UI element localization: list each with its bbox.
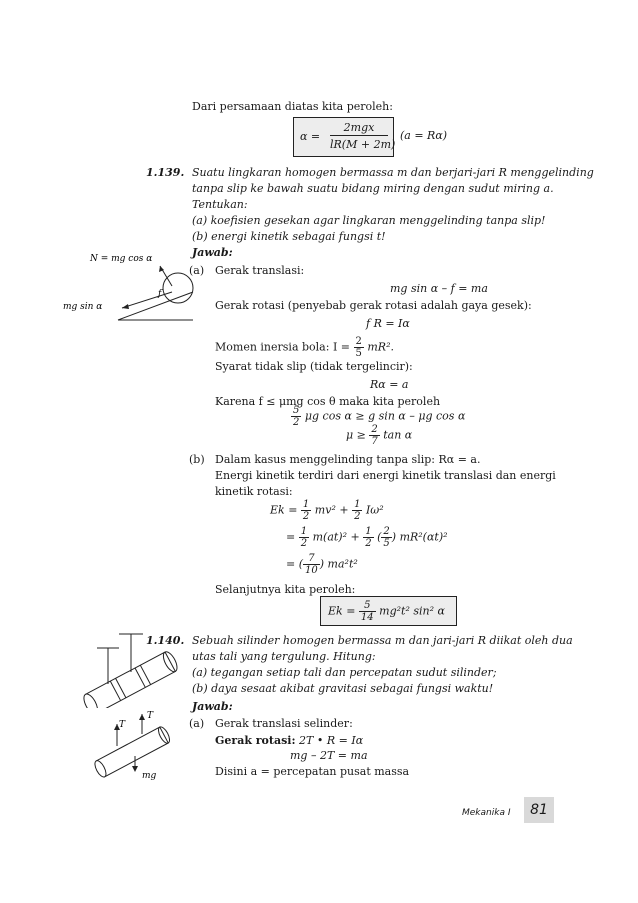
problem-139-jawab: Jawab: <box>192 246 233 259</box>
translation-title: Gerak translasi: <box>215 264 305 277</box>
final-lhs: Ek = <box>328 604 356 618</box>
final-frac-den: 14 <box>360 612 374 623</box>
ek1-frac2-den: 2 <box>354 511 361 522</box>
problem-140-item-b: (b) daya sesaat akibat gravitasi sebagai fungsi waktu! <box>192 682 494 695</box>
p140-part-a-label: (a) <box>189 717 205 730</box>
ineq1-rest: μg cos α ≥ g sin α – μg cos α <box>304 409 466 423</box>
problem-140-line1: Sebuah silinder homogen bermassa m dan jari-jari R diikat oleh dua <box>192 634 573 647</box>
ek2-term2: mR²(αt)² <box>399 530 448 544</box>
ek3-frac-num: 7 <box>303 553 320 565</box>
ek2-frac1-den: 2 <box>300 538 308 549</box>
problem-140-item-a: (a) tegangan setiap tali dan percepatan sudut silinder; <box>192 666 497 679</box>
alpha-denominator: lR(M + 2m) <box>330 138 396 151</box>
final-energy-box <box>320 596 457 626</box>
ek1-term2: Iω² <box>365 503 384 517</box>
tension-label-2: T <box>147 711 154 721</box>
alpha-equation-box <box>293 117 394 157</box>
problem-139-item-b: (b) energi kinetik sebagai fungsi t! <box>192 230 386 243</box>
problem-139-line3: Tentukan: <box>192 198 248 211</box>
final-energy-equation <box>328 600 445 623</box>
equation-noslip: Rα = a <box>370 378 409 391</box>
rotation-title: Gerak rotasi (penyebab gerak rotasi adalah gaya gesek): <box>215 299 532 312</box>
problem-140-number: 1.140. <box>146 634 185 647</box>
kinetic-energy-line3: = ( $\frac{7}{10}$ ) ma²t² <box>286 553 358 576</box>
problem-140-jawab: Jawab: <box>192 700 233 713</box>
ek3-frac-den: 10 <box>305 565 318 576</box>
p140-translation-equation: mg – 2T = ma <box>290 749 368 762</box>
p140-rotation-equation: 2T • R = Iα <box>299 734 364 747</box>
ek2-lhs: = <box>286 530 296 544</box>
ineq2-right: tan α <box>383 428 413 442</box>
tension-label-1: T <box>119 720 126 730</box>
alpha-numerator: 2mgx <box>330 121 388 136</box>
gravity-label: mg <box>142 771 157 781</box>
equation-rotation: f R = Iα <box>366 317 410 330</box>
inertia-num: 2 <box>355 336 362 347</box>
cylinder-strings-diagram <box>75 628 185 708</box>
ek3-lhs: = <box>286 557 296 571</box>
incline-ring-diagram <box>60 252 200 327</box>
ineq1-den: 2 <box>293 417 300 428</box>
part-a-label: (a) <box>189 264 205 277</box>
final-rhs: mg²t² sin² α <box>379 604 445 618</box>
ek1-frac1-num: 1 <box>302 499 310 510</box>
selanjutnya-text: Selanjutnya kita peroleh: <box>215 583 356 596</box>
inertia-line <box>215 336 394 359</box>
inequality-2 <box>346 424 412 447</box>
noslip-title: Syarat tidak slip (tidak tergelincir): <box>215 360 413 373</box>
inertia-suffix: mR². <box>367 340 394 354</box>
karena-text: Karena f ≤ μmg cos θ maka kita peroleh <box>215 395 441 408</box>
weight-component-label: mg sin α <box>63 302 103 312</box>
ek2-frac2-den: 2 <box>365 538 372 549</box>
ek3-term: ma²t² <box>327 557 358 571</box>
inertia-prefix: Momen inersia bola: I = <box>215 340 350 354</box>
footer-book-title: Mekanika I <box>462 808 511 818</box>
final-frac-num: 5 <box>359 600 376 612</box>
ek2-term1: m(at)² + <box>312 530 360 544</box>
p140-rotation-label: Gerak rotasi: <box>215 734 296 747</box>
problem-139-item-a: (a) koefisien gesekan agar lingkaran menggelinding tanpa slip! <box>192 214 546 227</box>
ek2-frac3-num: 2 <box>383 526 390 537</box>
problem-139-line2: tanpa slip ke bawah suatu bidang miring dengan sudut miring a. <box>192 182 554 195</box>
part-b-title: Dalam kasus menggelinding tanpa slip: Rα = a. <box>215 453 481 466</box>
alpha-side-note: (a = Rα) <box>400 129 448 142</box>
inertia-den: 5 <box>355 348 362 359</box>
part-b-text1: Energi kinetik terdiri dari energi kinetik translasi dan energi <box>215 469 556 482</box>
intro-text: Dari persamaan diatas kita peroleh: <box>192 100 393 113</box>
equation-translation: mg sin α – f = ma <box>390 282 488 295</box>
problem-139-number: 1.139. <box>146 166 185 179</box>
kinetic-energy-line1 <box>270 499 384 522</box>
alpha-lhs: α = <box>300 130 321 143</box>
ineq2-num: 2 <box>371 424 378 435</box>
p140-translation-title: Gerak translasi selinder: <box>215 717 353 730</box>
normal-force-label: N = mg cos α <box>90 254 153 264</box>
part-b-text2: kinetik rotasi: <box>215 485 293 498</box>
ek2-frac3-den: 5 <box>383 538 390 549</box>
ek1-frac2-num: 1 <box>354 499 361 510</box>
friction-label: f <box>158 289 162 299</box>
problem-140-line2: utas tali yang tergulung. Hitung: <box>192 650 376 663</box>
p140-disini-text: Disini a = percepatan pusat massa <box>215 765 410 778</box>
cylinder-freebody-diagram <box>90 706 180 786</box>
ring-circle <box>163 273 193 303</box>
page-number: 81 <box>524 797 554 823</box>
ek2-frac2-num: 1 <box>365 526 372 537</box>
p140-rotation-line <box>215 734 363 747</box>
ineq1-num: 5 <box>293 405 300 416</box>
part-b-label: (b) <box>189 453 205 466</box>
ek2-frac1-num: 1 <box>300 526 308 537</box>
problem-139-line1: Suatu lingkaran homogen bermassa m dan berjari-jari R menggelinding <box>192 166 594 179</box>
ek1-lhs: Ek = <box>270 503 298 517</box>
ek1-term1: mv² + <box>314 503 349 517</box>
ineq2-left: μ ≥ <box>346 428 366 442</box>
ineq2-den: 7 <box>371 436 378 447</box>
ek1-frac1-den: 2 <box>302 511 310 522</box>
kinetic-energy-line2: = $\frac{1}{2}$ m(at)² + $\frac{1}{2}$ ( $\frac{2}{5}$ ) mR²(αt)² <box>286 526 448 549</box>
